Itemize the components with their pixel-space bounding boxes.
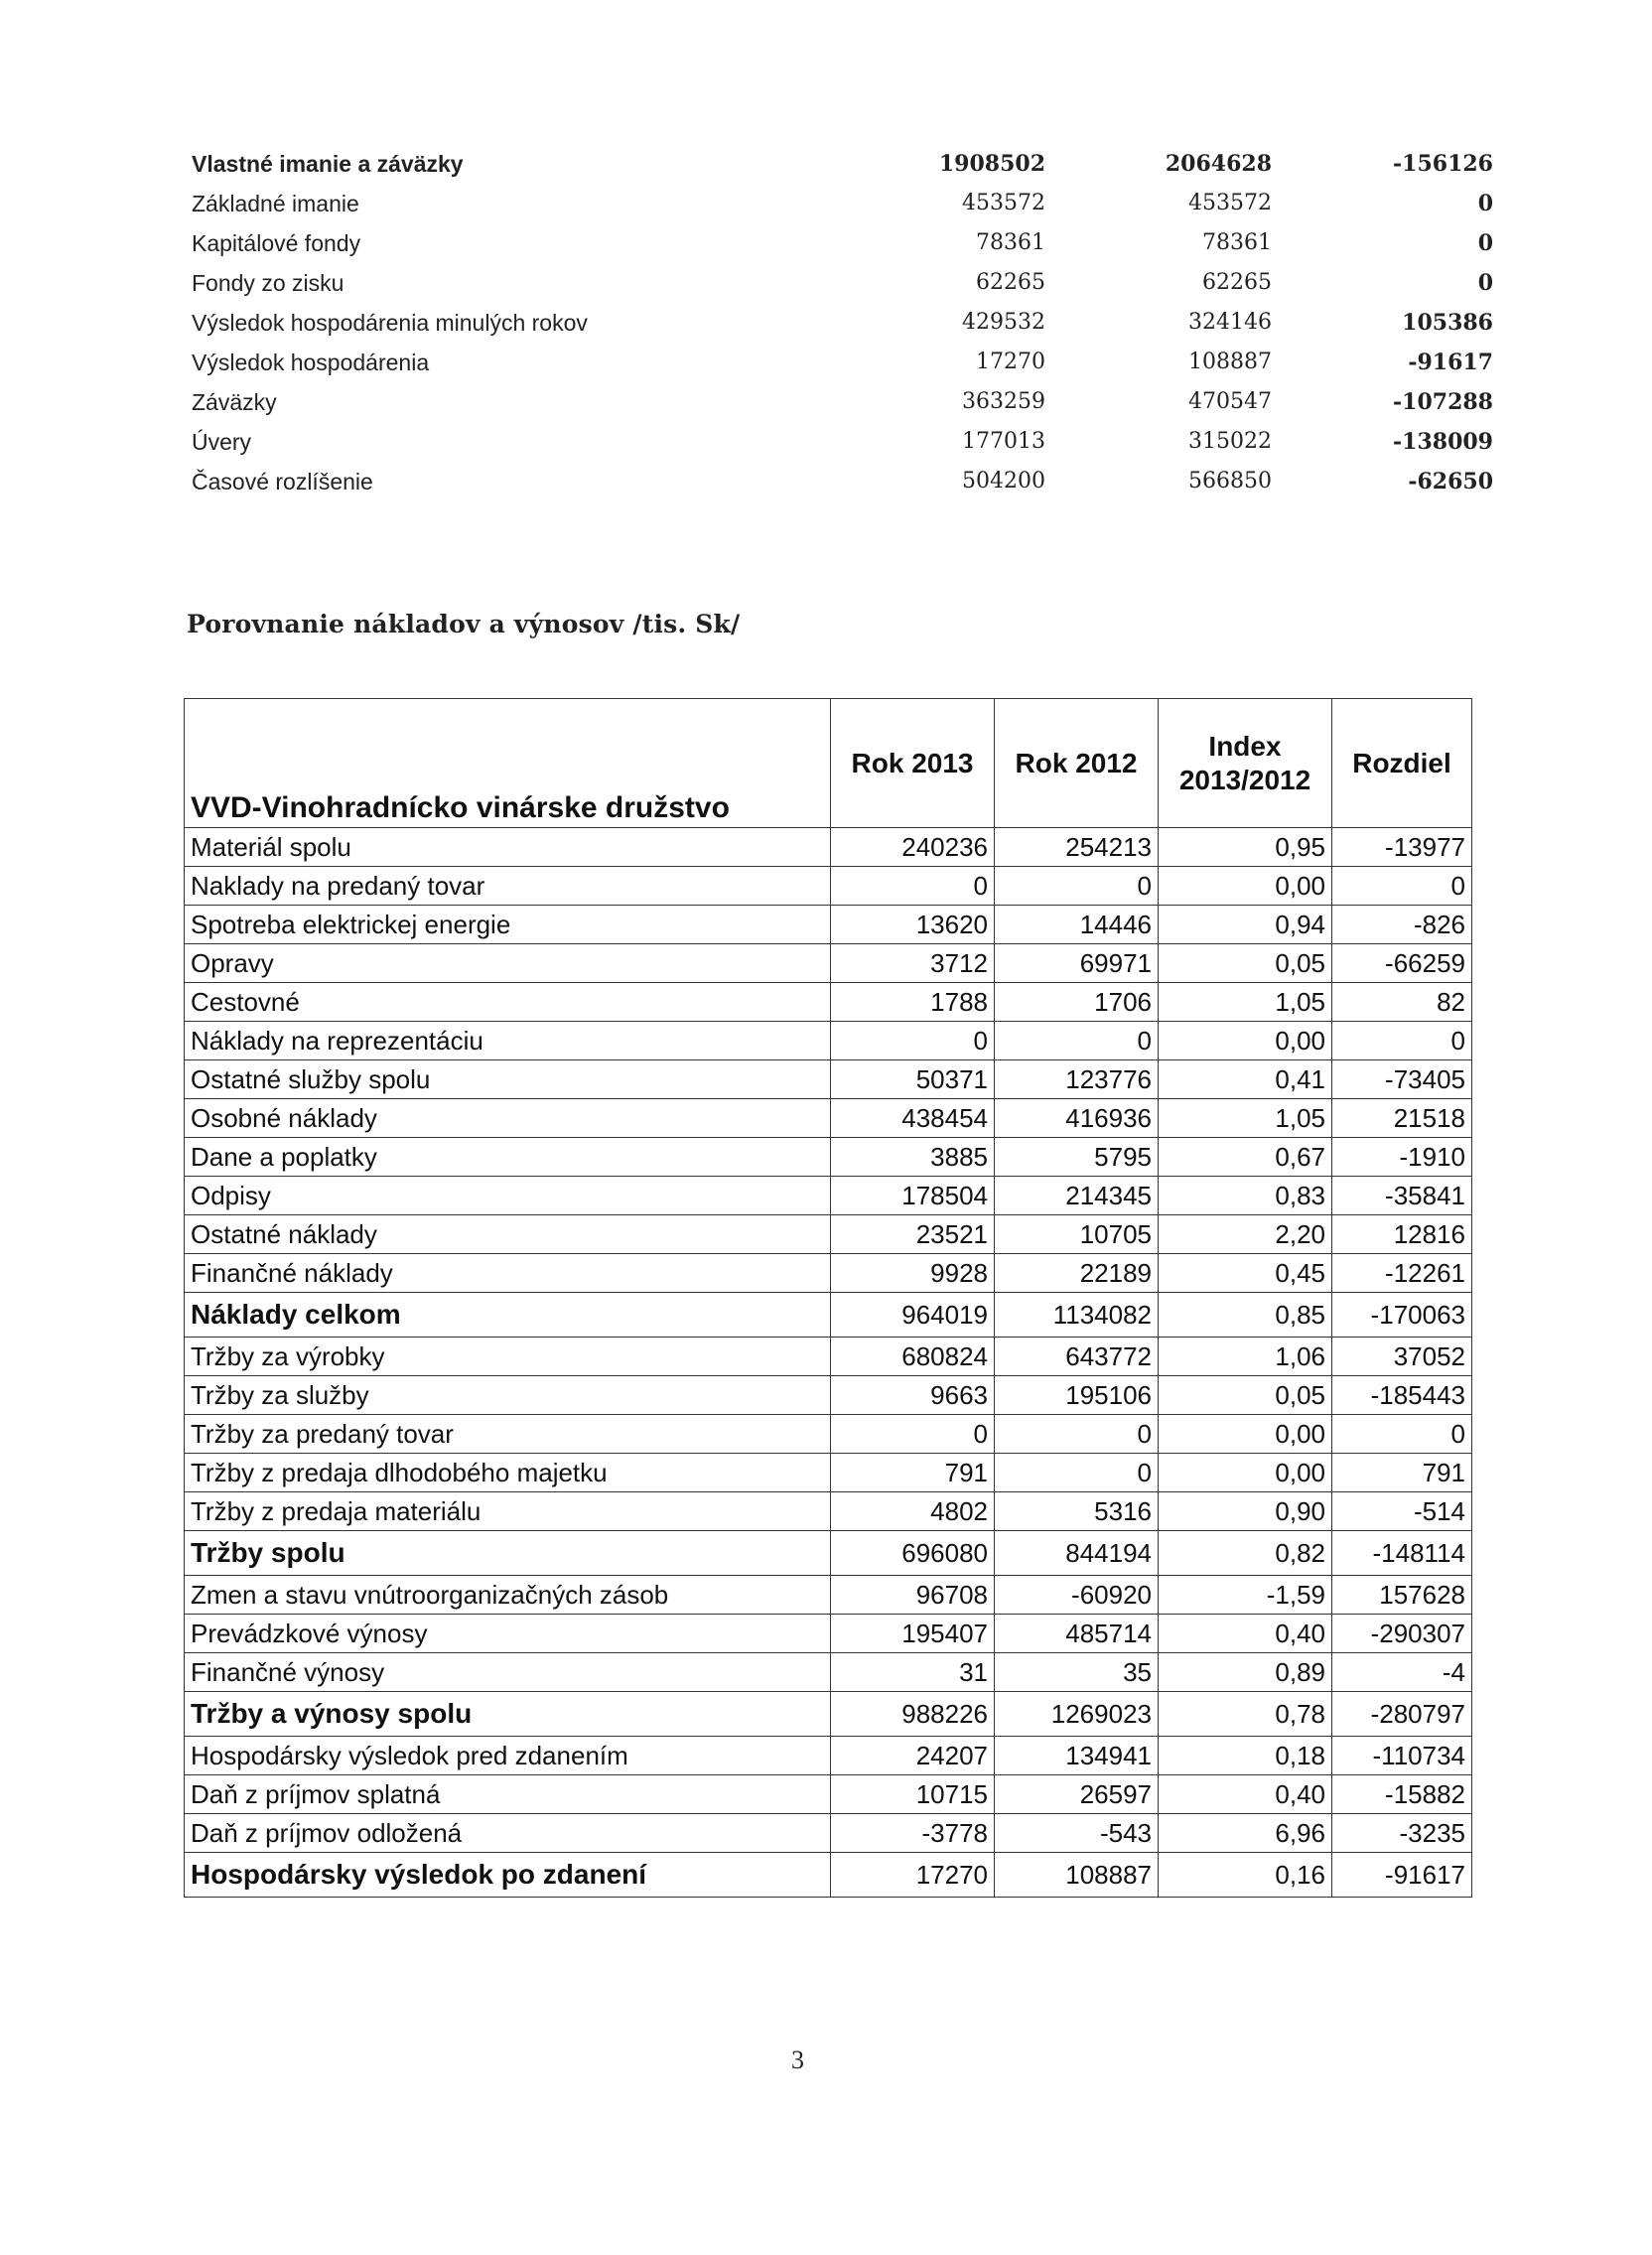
balance-row: [192, 467, 1502, 506]
value-2012: -60920: [995, 1576, 1159, 1615]
difference-value: -4: [1332, 1653, 1472, 1692]
balance-value-current: 363259: [962, 389, 1045, 414]
row-label: Tržby za služby: [185, 1376, 831, 1415]
value-2012: 35: [995, 1653, 1159, 1692]
balance-difference: -107288: [1393, 389, 1493, 415]
balance-label: Výsledok hospodárenia minulých rokov: [192, 310, 588, 336]
table-row: [185, 1775, 1472, 1814]
table-row: [185, 1653, 1472, 1692]
value-2013: 438454: [831, 1099, 995, 1138]
balance-label: Výsledok hospodárenia: [192, 350, 430, 375]
value-2012: 69971: [995, 944, 1159, 983]
table-row: [185, 1531, 1472, 1576]
value-2012: 134941: [995, 1737, 1159, 1775]
value-2013: 3885: [831, 1138, 995, 1177]
balance-value-previous: 470547: [1188, 389, 1272, 414]
difference-value: -185443: [1332, 1376, 1472, 1415]
table-row: [185, 906, 1472, 944]
difference-value: -73405: [1332, 1060, 1472, 1099]
index-value: -1,59: [1159, 1576, 1332, 1615]
value-2013: 50371: [831, 1060, 995, 1099]
table-row: [185, 1338, 1472, 1376]
balance-label: Záväzky: [192, 389, 277, 415]
value-2013: 31: [831, 1653, 995, 1692]
difference-value: -15882: [1332, 1775, 1472, 1814]
row-label: Ostatné náklady: [185, 1215, 831, 1254]
balance-value-current: 429532: [962, 310, 1045, 335]
index-value: 0,40: [1159, 1615, 1332, 1653]
difference-value: -66259: [1332, 944, 1472, 983]
value-2013: 17270: [831, 1853, 995, 1898]
balance-value-previous: 62265: [1202, 270, 1272, 295]
balance-value-current: 1908502: [938, 151, 1045, 177]
row-label: Hospodársky výsledok po zdanení: [185, 1853, 831, 1898]
row-label: Finančné výnosy: [185, 1653, 831, 1692]
value-2013: 195407: [831, 1615, 995, 1653]
balance-value-previous: 108887: [1188, 350, 1272, 374]
header-index-line2: 2013/2012: [1178, 764, 1311, 795]
table-row: [185, 1376, 1472, 1415]
difference-value: 0: [1332, 867, 1472, 906]
difference-value: -110734: [1332, 1737, 1472, 1775]
value-2012: 5316: [995, 1492, 1159, 1531]
row-label: Tržby za výrobky: [185, 1338, 831, 1376]
index-value: 0,83: [1159, 1177, 1332, 1215]
value-2012: 195106: [995, 1376, 1159, 1415]
value-2012: 26597: [995, 1775, 1159, 1814]
balance-row: [192, 308, 1502, 348]
index-value: 0,95: [1159, 828, 1332, 867]
index-value: 0,18: [1159, 1737, 1332, 1775]
value-2012: 214345: [995, 1177, 1159, 1215]
difference-value: -3235: [1332, 1814, 1472, 1853]
row-label: Daň z príjmov odložená: [185, 1814, 831, 1853]
value-2012: 0: [995, 1415, 1159, 1454]
difference-value: -170063: [1332, 1293, 1472, 1338]
row-label: Prevádzkové výnosy: [185, 1615, 831, 1653]
row-label: Zmen a stavu vnútroorganizačných zásob: [185, 1576, 831, 1615]
balance-label: Základné imanie: [192, 191, 359, 216]
index-value: 0,05: [1159, 944, 1332, 983]
value-2012: 416936: [995, 1099, 1159, 1138]
balance-value-current: 78361: [976, 230, 1045, 255]
balance-value-current: 17270: [976, 350, 1045, 374]
row-label: Dane a poplatky: [185, 1138, 831, 1177]
index-value: 2,20: [1159, 1215, 1332, 1254]
header-difference: Rozdiel: [1332, 699, 1472, 828]
difference-value: 791: [1332, 1454, 1472, 1492]
header-company-name: VVD-Vinohradnícko vinárske družstvo: [185, 699, 831, 828]
value-2013: 24207: [831, 1737, 995, 1775]
value-2013: 0: [831, 867, 995, 906]
table-row: [185, 867, 1472, 906]
table-row: [185, 1853, 1472, 1898]
table-row: [185, 1177, 1472, 1215]
balance-value-current: 177013: [962, 429, 1045, 454]
row-label: Tržby spolu: [185, 1531, 831, 1576]
index-value: 0,89: [1159, 1653, 1332, 1692]
balance-row: [192, 427, 1502, 467]
table-row: [185, 1615, 1472, 1653]
table-row: [185, 1737, 1472, 1775]
table-row: [185, 1814, 1472, 1853]
balance-row: [192, 348, 1502, 387]
row-label: Tržby z predaja materiálu: [185, 1492, 831, 1531]
header-index-line1: Index: [1208, 730, 1282, 762]
index-value: 1,05: [1159, 1099, 1332, 1138]
table-row: [185, 1138, 1472, 1177]
balance-label: Časové rozlíšenie: [192, 469, 373, 494]
table-row: [185, 1576, 1472, 1615]
balance-difference: 105386: [1402, 310, 1493, 336]
difference-value: -280797: [1332, 1692, 1472, 1737]
header-year-2013: Rok 2013: [831, 699, 995, 828]
balance-difference: -91617: [1408, 350, 1493, 375]
difference-value: 0: [1332, 1022, 1472, 1060]
difference-value: -1910: [1332, 1138, 1472, 1177]
value-2012: 22189: [995, 1254, 1159, 1293]
value-2013: 988226: [831, 1692, 995, 1737]
row-label: Hospodársky výsledok pred zdanením: [185, 1737, 831, 1775]
balance-row: [192, 149, 1502, 189]
table-row: [185, 1060, 1472, 1099]
value-2013: 4802: [831, 1492, 995, 1531]
difference-value: -826: [1332, 906, 1472, 944]
value-2012: 14446: [995, 906, 1159, 944]
balance-difference: -138009: [1393, 429, 1493, 455]
table-body: [185, 828, 1472, 1898]
table-row: [185, 1215, 1472, 1254]
balance-value-previous: 566850: [1188, 469, 1272, 493]
value-2013: 13620: [831, 906, 995, 944]
balance-difference: 0: [1477, 191, 1493, 216]
balance-difference: -62650: [1408, 469, 1493, 494]
row-label: Cestovné: [185, 983, 831, 1022]
table-header-row: [185, 699, 1472, 828]
value-2012: 254213: [995, 828, 1159, 867]
index-value: 0,00: [1159, 867, 1332, 906]
value-2013: 791: [831, 1454, 995, 1492]
value-2013: 964019: [831, 1293, 995, 1338]
table-row: [185, 1454, 1472, 1492]
balance-value-current: 504200: [962, 469, 1045, 493]
index-value: 0,00: [1159, 1454, 1332, 1492]
row-label: Odpisy: [185, 1177, 831, 1215]
page-number: 3: [791, 2045, 804, 2074]
table-row: [185, 1692, 1472, 1737]
table-row: [185, 1099, 1472, 1138]
balance-label: Vlastné imanie a záväzky: [192, 151, 464, 177]
value-2012: 0: [995, 867, 1159, 906]
index-value: 1,06: [1159, 1338, 1332, 1376]
value-2012: 10705: [995, 1215, 1159, 1254]
row-label: Náklady na reprezentáciu: [185, 1022, 831, 1060]
value-2012: 0: [995, 1022, 1159, 1060]
index-value: 0,16: [1159, 1853, 1332, 1898]
row-label: Finančné náklady: [185, 1254, 831, 1293]
index-value: 0,78: [1159, 1692, 1332, 1737]
row-label: Tržby z predaja dlhodobého majetku: [185, 1454, 831, 1492]
balance-difference: 0: [1477, 270, 1493, 296]
balance-value-current: 453572: [962, 191, 1045, 215]
difference-value: 12816: [1332, 1215, 1472, 1254]
value-2012: 5795: [995, 1138, 1159, 1177]
value-2012: 1706: [995, 983, 1159, 1022]
value-2012: 1134082: [995, 1293, 1159, 1338]
index-value: 0,00: [1159, 1415, 1332, 1454]
difference-value: -290307: [1332, 1615, 1472, 1653]
header-index: [1159, 699, 1332, 828]
difference-value: -91617: [1332, 1853, 1472, 1898]
balance-value-previous: 315022: [1188, 429, 1272, 454]
value-2013: -3778: [831, 1814, 995, 1853]
value-2013: 680824: [831, 1338, 995, 1376]
balance-row: [192, 228, 1502, 268]
table-row: [185, 1415, 1472, 1454]
value-2013: 0: [831, 1022, 995, 1060]
value-2013: 3712: [831, 944, 995, 983]
row-label: Tržby a výnosy spolu: [185, 1692, 831, 1737]
balance-difference: -156126: [1393, 151, 1493, 177]
index-value: 0,90: [1159, 1492, 1332, 1531]
row-label: Opravy: [185, 944, 831, 983]
balance-label: Úvery: [192, 429, 252, 455]
value-2012: 485714: [995, 1615, 1159, 1653]
index-value: 0,67: [1159, 1138, 1332, 1177]
header-year-2012: Rok 2012: [995, 699, 1159, 828]
row-label: Tržby za predaný tovar: [185, 1415, 831, 1454]
value-2012: -543: [995, 1814, 1159, 1853]
table-row: [185, 1022, 1472, 1060]
table-row: [185, 1254, 1472, 1293]
value-2012: 0: [995, 1454, 1159, 1492]
index-value: 0,94: [1159, 906, 1332, 944]
value-2013: 696080: [831, 1531, 995, 1576]
difference-value: 21518: [1332, 1099, 1472, 1138]
section-title: Porovnanie nákladov a výnosov /tis. Sk/: [187, 610, 741, 638]
index-value: 0,40: [1159, 1775, 1332, 1814]
difference-value: 37052: [1332, 1338, 1472, 1376]
balance-value-current: 62265: [976, 270, 1045, 295]
index-value: 0,85: [1159, 1293, 1332, 1338]
value-2013: 10715: [831, 1775, 995, 1814]
row-label: Spotreba elektrickej energie: [185, 906, 831, 944]
value-2013: 178504: [831, 1177, 995, 1215]
index-value: 6,96: [1159, 1814, 1332, 1853]
index-value: 0,45: [1159, 1254, 1332, 1293]
value-2013: 0: [831, 1415, 995, 1454]
difference-value: -514: [1332, 1492, 1472, 1531]
cost-revenue-table: [184, 698, 1472, 1898]
value-2013: 96708: [831, 1576, 995, 1615]
row-label: Naklady na predaný tovar: [185, 867, 831, 906]
difference-value: -12261: [1332, 1254, 1472, 1293]
index-value: 0,82: [1159, 1531, 1332, 1576]
index-value: 0,05: [1159, 1376, 1332, 1415]
table-row: [185, 944, 1472, 983]
value-2013: 240236: [831, 828, 995, 867]
balance-value-previous: 78361: [1202, 230, 1272, 255]
balance-row: [192, 268, 1502, 308]
difference-value: -13977: [1332, 828, 1472, 867]
balance-value-previous: 453572: [1188, 191, 1272, 215]
table-row: [185, 828, 1472, 867]
value-2013: 9663: [831, 1376, 995, 1415]
index-value: 1,05: [1159, 983, 1332, 1022]
table-row: [185, 983, 1472, 1022]
difference-value: 82: [1332, 983, 1472, 1022]
value-2013: 1788: [831, 983, 995, 1022]
balance-label: Fondy zo zisku: [192, 270, 344, 296]
index-value: 0,41: [1159, 1060, 1332, 1099]
value-2012: 1269023: [995, 1692, 1159, 1737]
row-label: Daň z príjmov splatná: [185, 1775, 831, 1814]
balance-row: [192, 387, 1502, 427]
balance-label: Kapitálové fondy: [192, 230, 361, 256]
balance-value-previous: 2064628: [1165, 151, 1272, 177]
difference-value: -35841: [1332, 1177, 1472, 1215]
value-2012: 108887: [995, 1853, 1159, 1898]
value-2012: 643772: [995, 1338, 1159, 1376]
table-row: [185, 1492, 1472, 1531]
balance-value-previous: 324146: [1188, 310, 1272, 335]
row-label: Ostatné služby spolu: [185, 1060, 831, 1099]
difference-value: -148114: [1332, 1531, 1472, 1576]
value-2012: 844194: [995, 1531, 1159, 1576]
row-label: Náklady celkom: [185, 1293, 831, 1338]
balance-row: [192, 189, 1502, 228]
row-label: Osobné náklady: [185, 1099, 831, 1138]
value-2013: 9928: [831, 1254, 995, 1293]
balance-difference: 0: [1477, 230, 1493, 256]
balance-section: [192, 149, 1502, 506]
table-row: [185, 1293, 1472, 1338]
index-value: 0,00: [1159, 1022, 1332, 1060]
row-label: Materiál spolu: [185, 828, 831, 867]
value-2012: 123776: [995, 1060, 1159, 1099]
difference-value: 0: [1332, 1415, 1472, 1454]
value-2013: 23521: [831, 1215, 995, 1254]
difference-value: 157628: [1332, 1576, 1472, 1615]
